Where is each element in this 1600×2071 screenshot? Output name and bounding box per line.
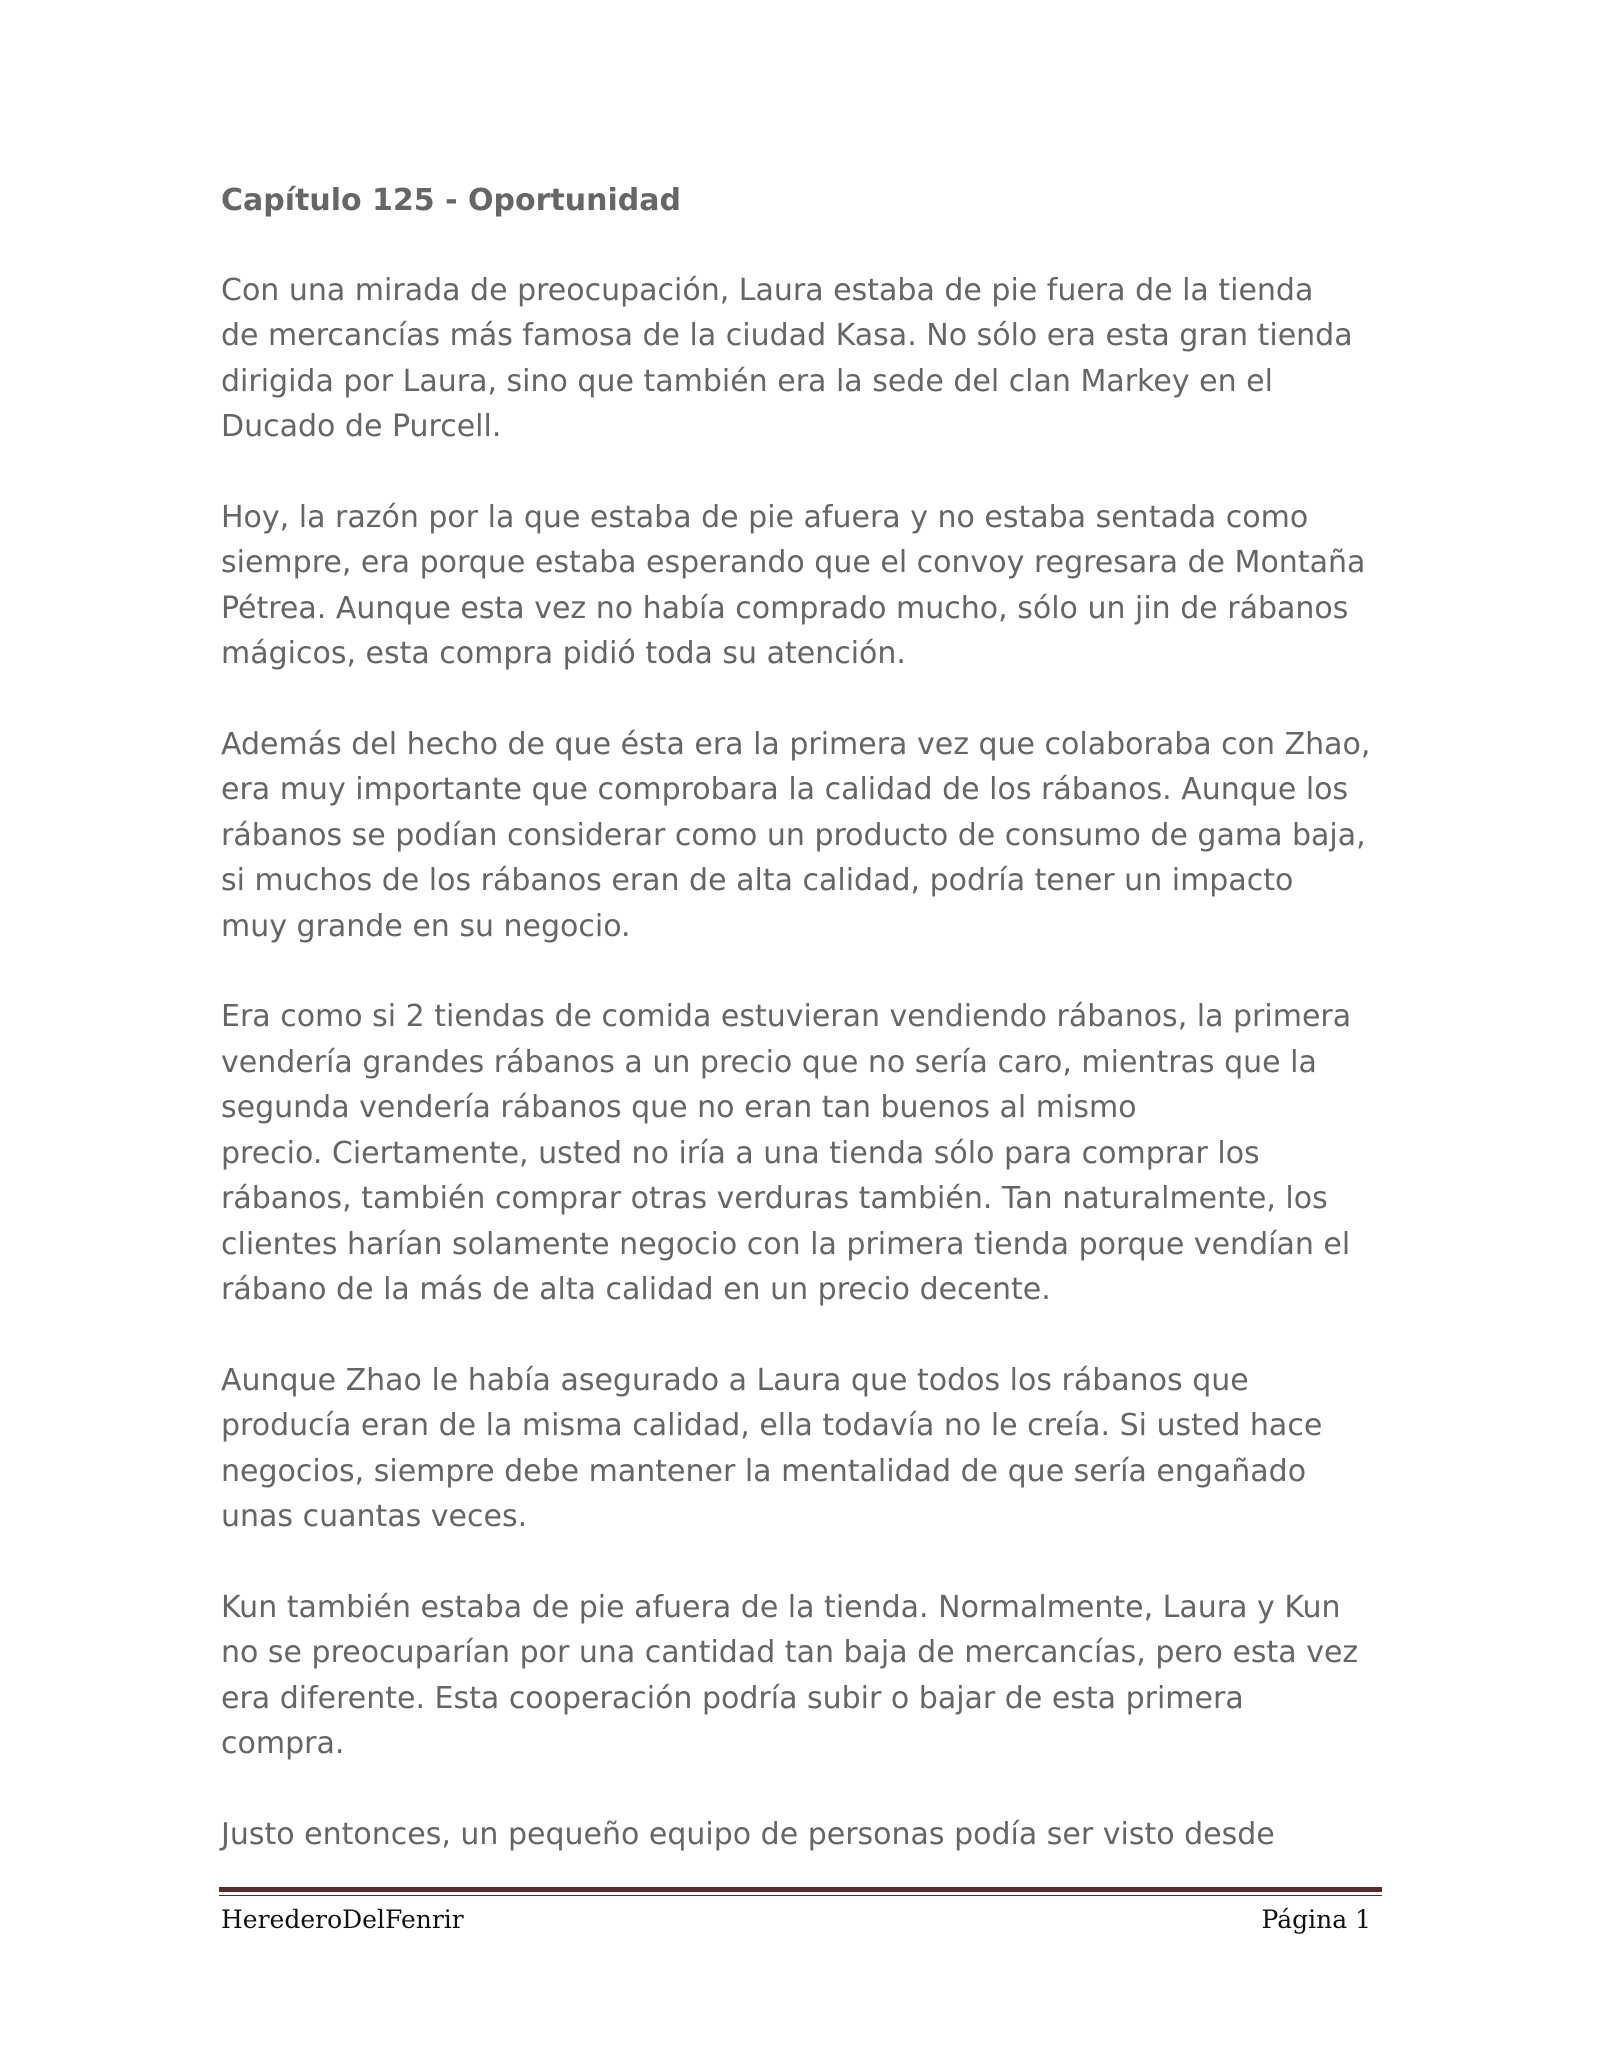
paragraph-3	[221, 722, 1401, 950]
text-line: rábanos, también comprar otras verduras también. Tan naturalmente, los	[221, 1181, 1328, 1216]
text-line: de mercancías más famosa de la ciudad Kasa. No sólo era esta gran tienda	[221, 318, 1353, 353]
text-line: Hoy, la razón por la que estaba de pie afuera y no estaba sentada como	[221, 499, 1309, 535]
text-line: compra.	[221, 1726, 345, 1761]
chapter-title: Capítulo 125 - Oportunidad	[221, 183, 681, 218]
page-content	[221, 178, 1401, 1902]
text-line: Aunque Zhao le había asegurado a Laura que todos los rábanos que	[221, 1362, 1249, 1398]
paragraph-1	[221, 268, 1401, 450]
footer-rule-thin	[219, 1895, 1382, 1896]
text-line: Justo entonces, un pequeño equipo de personas podía ser visto desde	[221, 1816, 1275, 1852]
text-line: unas cuantas veces.	[221, 1499, 528, 1534]
text-line: negocios, siempre debe mantener la mentalidad de que sería engañado	[221, 1453, 1307, 1489]
text-line: mágicos, esta compra pidió toda su atención.	[221, 636, 906, 671]
text-line: Además del hecho de que ésta era la primera vez que colaboraba con Zhao,	[221, 726, 1371, 762]
text-line: Kun también estaba de pie afuera de la tienda. Normalmente, Laura y Kun	[221, 1589, 1341, 1625]
text-line: Era como si 2 tiendas de comida estuvieran vendiendo rábanos, la primera	[221, 999, 1352, 1034]
footer-author: HerederoDelFenrir	[221, 1905, 464, 1934]
text-line: era diferente. Esta cooperación podría subir o bajar de esta primera	[221, 1680, 1244, 1716]
paragraph-4	[221, 994, 1401, 1313]
text-line: si muchos de los rábanos eran de alta calidad, podría tener un impacto	[221, 863, 1294, 898]
paragraph-6	[221, 1585, 1401, 1767]
text-line: segunda vendería rábanos que no eran tan buenos al mismo	[221, 1090, 1137, 1125]
text-line: no se preocuparían por una cantidad tan baja de mercancías, pero esta vez	[221, 1635, 1359, 1670]
text-line: Pétrea. Aunque esta vez no había comprado mucho, sólo un jin de rábanos	[221, 590, 1349, 626]
text-line: Con una mirada de preocupación, Laura estaba de pie fuera de la tienda	[221, 272, 1314, 308]
text-line: Ducado de Purcell.	[221, 409, 502, 444]
text-line: vendería grandes rábanos a un precio que no sería caro, mientras que la	[221, 1044, 1317, 1080]
text-line: dirigida por Laura, sino que también era la sede del clan Markey en el	[221, 363, 1273, 399]
text-line: rábanos se podían considerar como un producto de consumo de gama baja,	[221, 817, 1366, 853]
footer-rule	[219, 1887, 1382, 1892]
paragraph-2	[221, 495, 1401, 677]
text-line: clientes harían solamente negocio con la primera tienda porque vendían el	[221, 1226, 1351, 1262]
text-line: precio. Ciertamente, usted no iría a una tienda sólo para comprar los	[221, 1135, 1260, 1171]
paragraph-7	[221, 1812, 1401, 1858]
text-line: producía eran de la misma calidad, ella todavía no le creía. Si usted hace	[221, 1408, 1323, 1443]
text-line: siempre, era porque estaba esperando que el convoy regresara de Montaña	[221, 545, 1366, 580]
text-line: rábano de la más de alta calidad en un precio decente.	[221, 1272, 1051, 1307]
footer-page-number: Página 1	[1261, 1905, 1371, 1934]
text-line: muy grande en su negocio.	[221, 908, 631, 944]
text-line: era muy importante que comprobara la calidad de los rábanos. Aunque los	[221, 772, 1349, 807]
paragraph-5	[221, 1358, 1401, 1540]
